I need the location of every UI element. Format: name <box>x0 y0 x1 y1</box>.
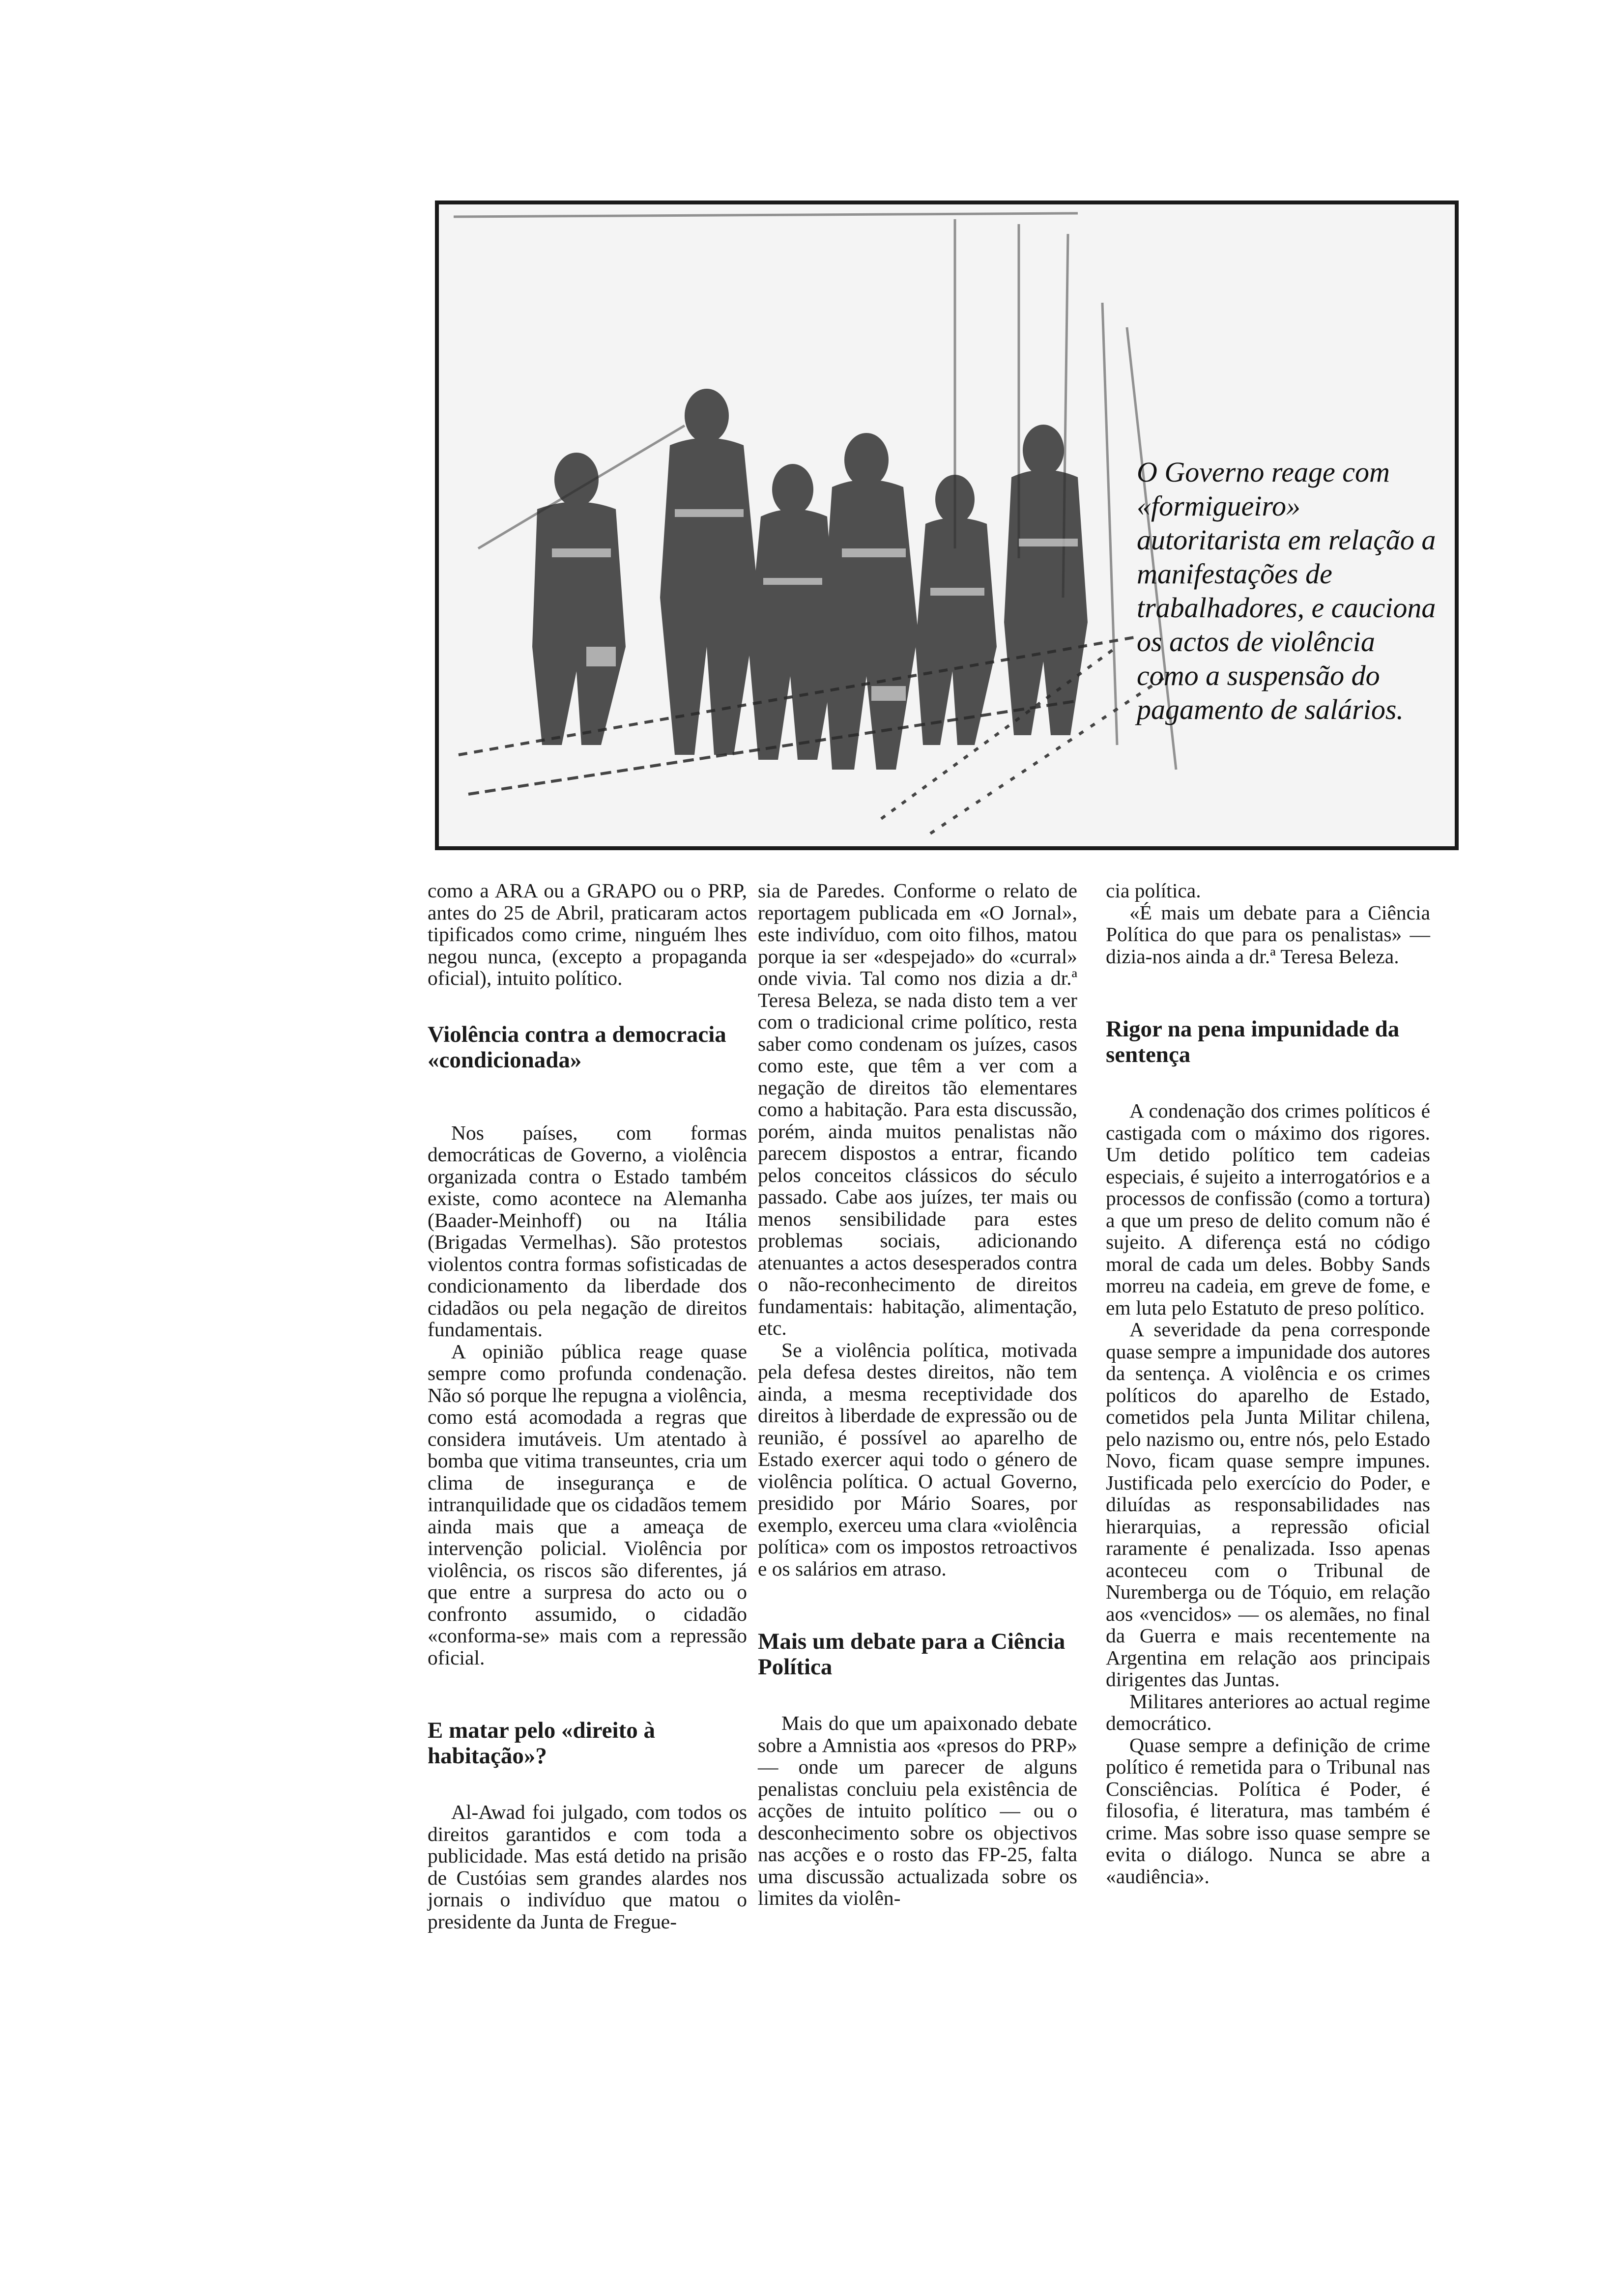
column2-paragraph-3: Mais do que um apaixonado debate sobre a Amnistia aos «presos do PRP» — onde um parecer de alguns penalistas concluiu pela existência de acções de intuito político — ou o desconhecimento sobre os objectivos nas acções e o rosto das FP-25, falta uma discussão actualizada sobre os limites da violên- <box>758 1712 1077 1909</box>
news-photo <box>435 201 1459 850</box>
subheading-violencia-contra-democracia: Violência contra a democracia «condicionada» <box>428 1021 726 1073</box>
column3-paragraph-1: cia política. <box>1106 879 1201 902</box>
column3-paragraph-5: Militares anteriores ao actual regime democrático. <box>1106 1690 1430 1734</box>
photo-caption: O Governo reage com «formigueiro» autoritarista em relação a manifestações de trabalhadores, e cauciona os actos de violência como a suspensão do pagamento de salários. <box>1137 456 1436 725</box>
column1-paragraph-2: A opinião pública reage quase sempre como profunda condenação. Não só porque lhe repugna a violência, como está acomodada a regras que considera imutáveis. Um atentado à bomba que vitima transeuntes, cria um clima de insegurança e de intranquilidade que os cidadãos temem ainda mais que a ameaça de intervenção policial. Violência por violência, os riscos são diferentes, já que entre a surpresa do acto ou o confronto assumido, o cidadão «conforma-se» mais com a repressão oficial. <box>428 1340 747 1669</box>
subheading-rigor-na-pena: Rigor na pena impunidade da sentença <box>1106 1016 1400 1067</box>
subheading-mais-um-debate: Mais um debate para a Ciência Política <box>758 1629 1065 1680</box>
column2-paragraph-1: sia de Paredes. Conforme o relato de reportagem publicada em «O Jornal», este indivíduo, com oito filhos, matou porque ia ser «despejado» do «curral» onde vivia. Tal como nos dizia a dr.ª Teresa Beleza, se nada disto tem a ver com o tradicional crime político, resta saber como condenam os juízes, casos como este, que têm a ver com a negação de direitos tão elementares como a habitação. Para esta discussão, porém, ainda muitos penalistas não parecem dispostos a entrar, ficando pelos conceitos clássicos do século passado. Cabe aos juízes, ter mais ou menos sensibilidade para estes problemas sociais, adicionando atenuantes a actos desesperados contra o não-reconhecimento de direitos fundamentais: habitação, alimentação, etc. <box>758 879 1077 1339</box>
column1-paragraph-3: Al-Awad foi julgado, com todos os direitos garantidos e com toda a publicidade. Mas está detido na prisão de Custóias sem grandes alardes nos jornais o indivíduo que matou o presidente da Junta de Fregue- <box>428 1801 747 1933</box>
column3-paragraph-3: A condenação dos crimes políticos é castigada com o máximo dos rigores. Um detido político tem cadeias especiais, é sujeito a interrogatórios e a processos de confissão (como a tortura) a que um preso de delito comum não é sujeito. A diferença está no código moral de cada um deles. Bobby Sands morreu na cadeia, em greve de fome, e em luta pelo Estatuto de preso político. <box>1106 1099 1430 1319</box>
column1-paragraph-1: Nos países, com formas democráticas de Governo, a violência organizada contra o Estado também existe, como acontece na Alemanha (Baader-Meinhoff) ou na Itália (Brigadas Vermelhas). São protestos violentos contra formas sofisticadas de condicionamento da liberdade dos cidadãos ou pela negação de direitos fundamentais. <box>428 1121 747 1341</box>
subheading-matar-pelo-direito: E matar pelo «direito à habitação»? <box>428 1718 656 1769</box>
column3-paragraph-6: Quase sempre a definição de crime político é remetida para o Tribunal nas Consciências. Política é Poder, é filosofia, é literatura, mas também é crime. Mas sobre isso quase sempre se evita o diálogo. Nunca se abre a «audiência». <box>1106 1733 1430 1888</box>
article-column-1 <box>428 880 747 1932</box>
column3-paragraph-2: «É mais um debate para a Ciência Política do que para os penalistas» — dizia-nos ainda a dr.ª Teresa Beleza. <box>1106 901 1430 968</box>
column3-paragraph-4: A severidade da pena corresponde quase sempre a impunidade dos autores da sentença. A violência e os crimes políticos do aparelho de Estado, cometidos pela Junta Militar chilena, pelo nazismo ou, entre nós, pelo Estado Novo, ficam quase sempre impunes. Justificada pelo exercício do Poder, e diluídas as responsabilidades nas hierarquias, a repressão oficial raramente é penalizada. Isso apenas aconteceu com o Tribunal de Nuremberga ou de Tóquio, em relação aos «vencidos» — os alemães, no final da Guerra e mais recentemente na Argentina em relação aos principais dirigentes das Juntas. <box>1106 1318 1430 1691</box>
article-column-2 <box>758 880 1077 1909</box>
article-column-3 <box>1106 880 1430 1887</box>
column1-intro: como a ARA ou a GRAPO ou o PRP, antes do 25 de Abril, praticaram actos tipificados como crime, ninguém lhes negou nunca, (excepto a propaganda oficial), intuito político. <box>428 879 747 989</box>
column2-paragraph-2: Se a violência política, motivada pela defesa destes direitos, não tem ainda, a mesma receptividade dos direitos à liberdade de expressão ou de reunião, é possível ao aparelho de Estado exercer aqui todo o género de violência política. O actual Governo, presidido por Mário Soares, por exemplo, exerceu uma clara «violência política» com os impostos retroactivos e os salários em atraso. <box>758 1338 1077 1580</box>
